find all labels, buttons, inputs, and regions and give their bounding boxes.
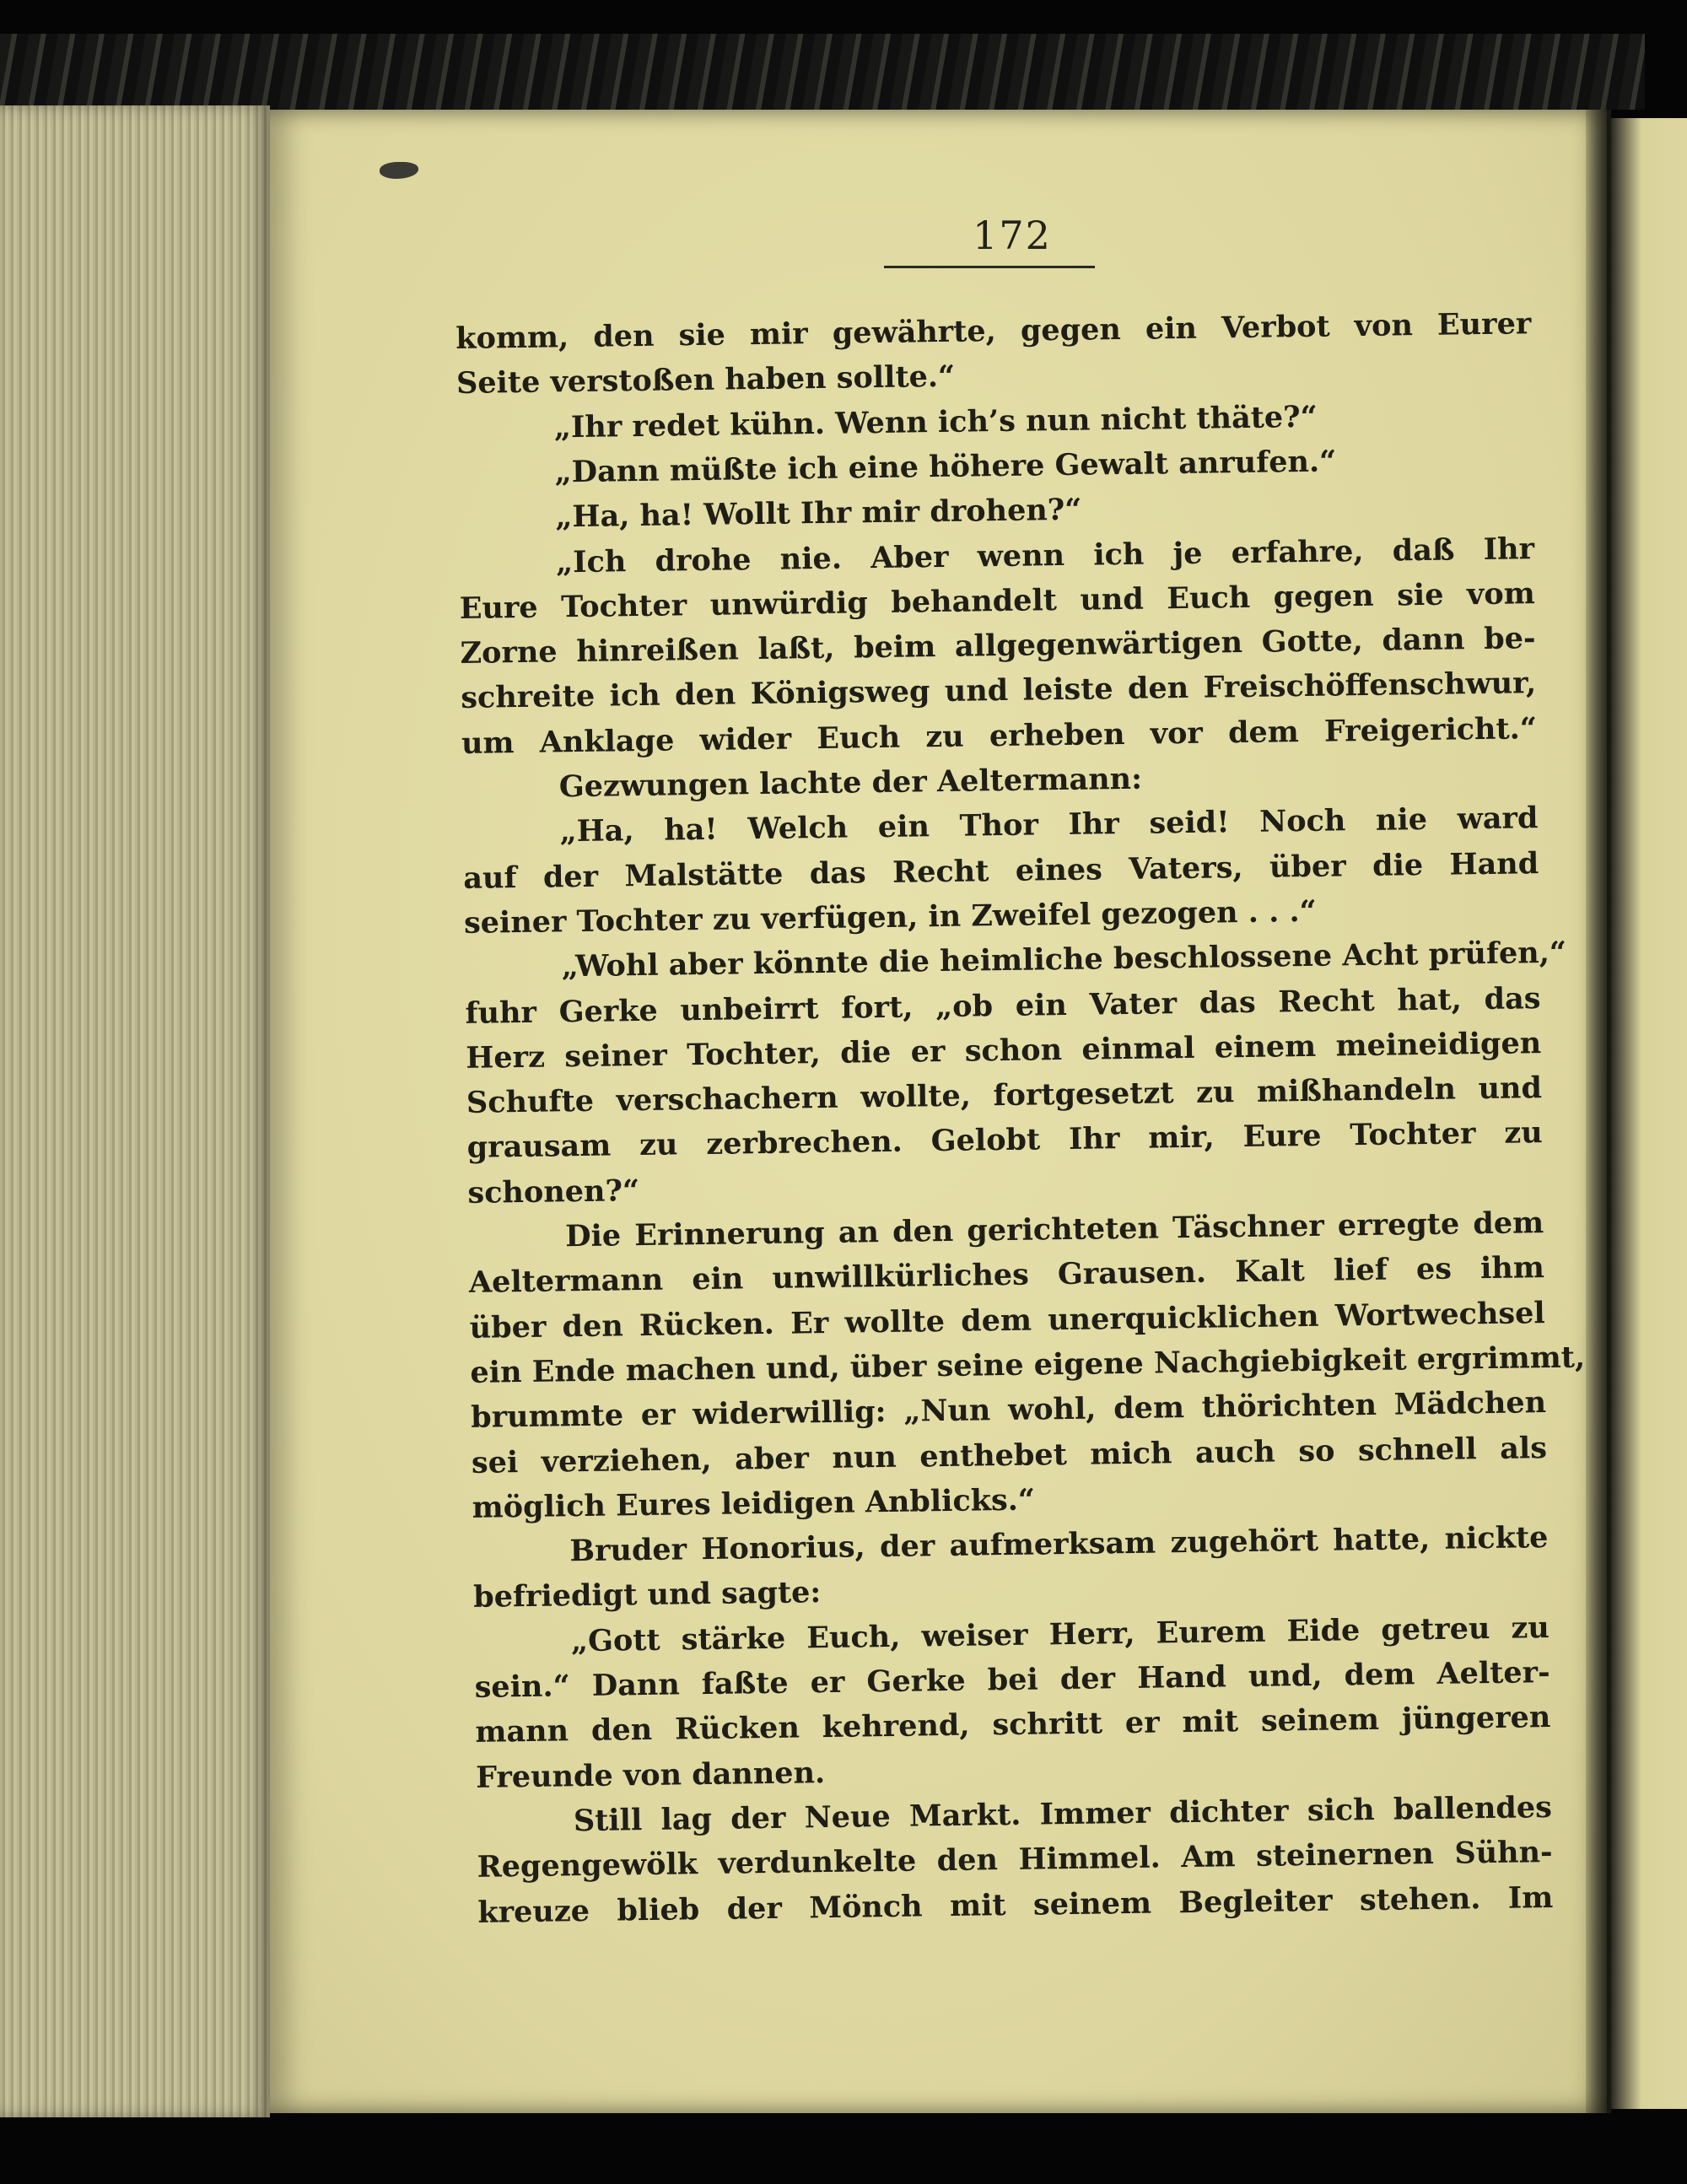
text-line: seiner Tochter zu verfügen, in Zweifel gezogen . . .“ [463, 893, 1318, 941]
text-line: Eure Tochter unwürdig behandelt und Euch gegen sie vom [459, 575, 1535, 626]
text-line: Seite verstoßen haben sollte.“ [455, 359, 956, 402]
page-stack-edge [0, 105, 270, 2117]
text-line: komm, den sie mir gewährte, gegen ein Verbot von Eurer [455, 306, 1532, 356]
text-line: Die Erinnerung an den gerichteten Täschner erregte dem [564, 1205, 1544, 1254]
text-line: um Anklage wider Euch zu erheben vor dem Freigericht.“ [461, 710, 1538, 761]
text-line: „Dann müßte ich eine höhere Gewalt anrufen.“ [554, 444, 1337, 490]
text-line: kreuze blieb der Mönch mit seinem Begleiter stehen. Im [477, 1879, 1554, 1930]
text-line: Zorne hinreißen laßt, beim allgegenwärtigen Gotte, dann be- [460, 621, 1536, 671]
text-line: „Ihr redet kühn. Wenn ich’s nun nicht thäte?“ [553, 399, 1318, 445]
text-line: Schufte verschachern wollte, fortgesetzt zu mißhandeln und [466, 1070, 1543, 1121]
text-line: Gezwungen lachte der Aeltermann: [558, 761, 1143, 805]
text-line: auf der Malstätte das Recht eines Vaters, über die Hand [463, 845, 1539, 896]
text-line: schreite ich den Königsweg und leiste den Freischöffenschwur, [461, 666, 1537, 716]
text-line: über den Rücken. Er wollte dem unerquicklichen Wortwechsel [469, 1295, 1545, 1345]
text-line: sei verziehen, aber nun enthebet mich auch so schnell als [471, 1430, 1548, 1480]
book-edge-strip [0, 34, 1645, 110]
text-line: möglich Eures leidigen Anblicks.“ [472, 1482, 1036, 1525]
text-line: Regengewölk verdunkelte den Himmel. Am steinernen Sühn- [477, 1835, 1553, 1885]
text-line: Still lag der Neue Markt. Immer dichter sich ballendes [573, 1789, 1553, 1839]
facing-page-edge [1611, 118, 1687, 2109]
gutter-shadow [1586, 110, 1611, 2113]
text-line: sein.“ Dann faßte er Gerke bei der Hand und, dem Aelter- [474, 1655, 1550, 1705]
text-line: Freunde von dannen. [475, 1755, 826, 1795]
text-line: grausam zu zerbrechen. Gelobt Ihr mir, Eure Tochter zu [466, 1115, 1543, 1166]
text-line: „Ha, ha! Welch ein Thor Ihr seid! Noch nie ward [559, 801, 1539, 849]
text-line: brummte er widerwillig: „Nun wohl, dem thörichten Mädchen [470, 1385, 1547, 1436]
page-number: 172 [973, 213, 1052, 258]
text-line: Herz seiner Tochter, die er schon einmal einem meineidigen [465, 1025, 1542, 1076]
text-line: befriedigt und sagte: [472, 1575, 822, 1615]
text-line: fuhr Gerke unbeirrt fort, „ob ein Vater das Recht hat, das [465, 980, 1541, 1031]
text-line: schonen?“ [467, 1173, 640, 1211]
text-line: Bruder Honorius, der aufmerksam zugehört hatte, nickte [569, 1520, 1549, 1569]
page-number-rule [884, 266, 1095, 268]
text-line: „Wohl aber könnte die heimliche beschlossene Acht prüfen,“ [561, 935, 1567, 984]
text-line: „Gott stärke Euch, weiser Herr, Eurem Eide getreu zu [570, 1610, 1550, 1658]
text-line: ein Ende machen und, über seine eigene Nachgiebigkeit ergrimmt, [470, 1340, 1586, 1390]
text-line: Aeltermann ein unwillkürliches Grausen. Kalt lief es ihm [468, 1250, 1545, 1301]
text-line: „Ich drohe nie. Aber wenn ich je erfahre, daß Ihr [555, 531, 1535, 580]
text-line: „Ha, ha! Wollt Ihr mir drohen?“ [555, 492, 1082, 535]
text-line: mann den Rücken kehrend, schritt er mit seinem jüngeren [475, 1700, 1551, 1750]
